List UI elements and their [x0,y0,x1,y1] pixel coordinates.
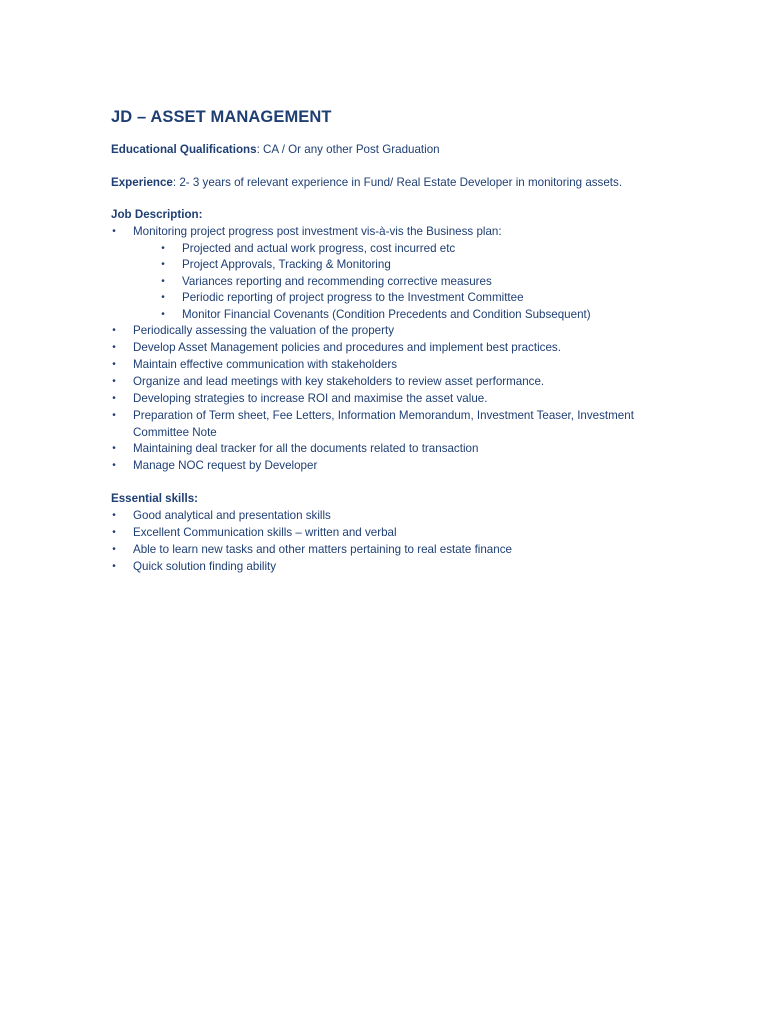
bullet-icon: • [112,544,116,555]
bullet-icon: • [161,292,165,303]
job-description-item [112,374,693,391]
list-item-text: Maintain effective communication with stakeholders [133,358,397,371]
bullet-icon: • [112,342,116,353]
list-item-text: Periodically assessing the valuation of the property [133,324,395,337]
job-description-item [112,408,673,441]
bullet-icon: • [112,510,116,521]
bullet-icon: • [112,325,116,336]
list-item-text: Quick solution finding ability [133,560,277,573]
list-item-text: Monitor Financial Covenants (Condition Precedents and Condition Subsequent) [182,307,591,321]
qualifications-line [111,142,440,157]
bullet-icon: • [112,393,116,404]
list-item-text: Project Approvals, Tracking & Monitoring [182,258,391,271]
qualifications-label: Educational Qualifications [111,143,257,156]
list-item-text: Developing strategies to increase ROI and maximise the asset value. [133,392,488,405]
job-description-sub-item [161,257,682,274]
job-description-sub-item [161,307,682,324]
bullet-icon: • [161,275,165,287]
bullet-icon: • [112,359,116,370]
bullet-icon: • [161,259,165,270]
job-description-item [112,391,693,408]
job-description-item [112,224,693,241]
list-item-text: Good analytical and presentation skills [133,509,331,522]
job-description-item [112,323,693,340]
job-description-heading: Job Description: [111,208,203,221]
job-description-item [112,357,693,374]
list-item-text: Manage NOC request by Developer [133,459,318,472]
job-description-item [112,340,693,357]
bullet-icon: • [112,561,116,572]
essential-skill-item [112,542,693,559]
experience-line [111,175,622,190]
job-description-item [112,441,693,458]
job-description-item [112,458,693,475]
essential-skills-heading: Essential skills: [111,492,198,505]
list-item-text: Projected and actual work progress, cost incurred etc [182,241,456,255]
list-item-text: Organize and lead meetings with key stakeholders to review asset performance. [133,375,545,388]
bullet-icon: • [161,308,165,320]
list-item-text: Variances reporting and recommending corrective measures [182,274,492,288]
job-description-sub-item [161,274,682,291]
list-item-text: Able to learn new tasks and other matters pertaining to real estate finance [133,543,512,556]
list-item-text: Maintaining deal tracker for all the documents related to transaction [133,442,479,455]
qualifications-value: : CA / Or any other Post Graduation [256,143,440,156]
bullet-icon: • [161,242,165,254]
essential-skill-item [112,559,693,576]
bullet-icon: • [112,376,116,387]
bullet-icon: • [112,460,116,471]
bullet-icon: • [112,410,116,421]
bullet-icon: • [112,443,116,454]
bullet-icon: • [112,226,116,237]
list-item-text: Preparation of Term sheet, Fee Letters, Information Memorandum, Investment Teaser, Investment Committee Note [133,409,634,439]
document-title: JD – ASSET MANAGEMENT [111,108,332,126]
list-item-text: Excellent Communication skills – written and verbal [133,526,397,539]
job-description-sub-item [161,290,682,307]
list-item-text: Develop Asset Management policies and procedures and implement best practices. [133,341,561,354]
list-item-text: Periodic reporting of project progress to the Investment Committee [182,291,524,304]
essential-skill-item [112,525,693,542]
job-description-sub-item [161,241,682,258]
bullet-icon: • [112,527,116,538]
essential-skill-item [112,508,693,525]
list-item-text: Monitoring project progress post investment vis-à-vis the Business plan: [133,225,502,238]
experience-label: Experience [111,176,173,189]
experience-value: : 2- 3 years of relevant experience in Fund/ Real Estate Developer in monitoring assets. [172,176,623,189]
